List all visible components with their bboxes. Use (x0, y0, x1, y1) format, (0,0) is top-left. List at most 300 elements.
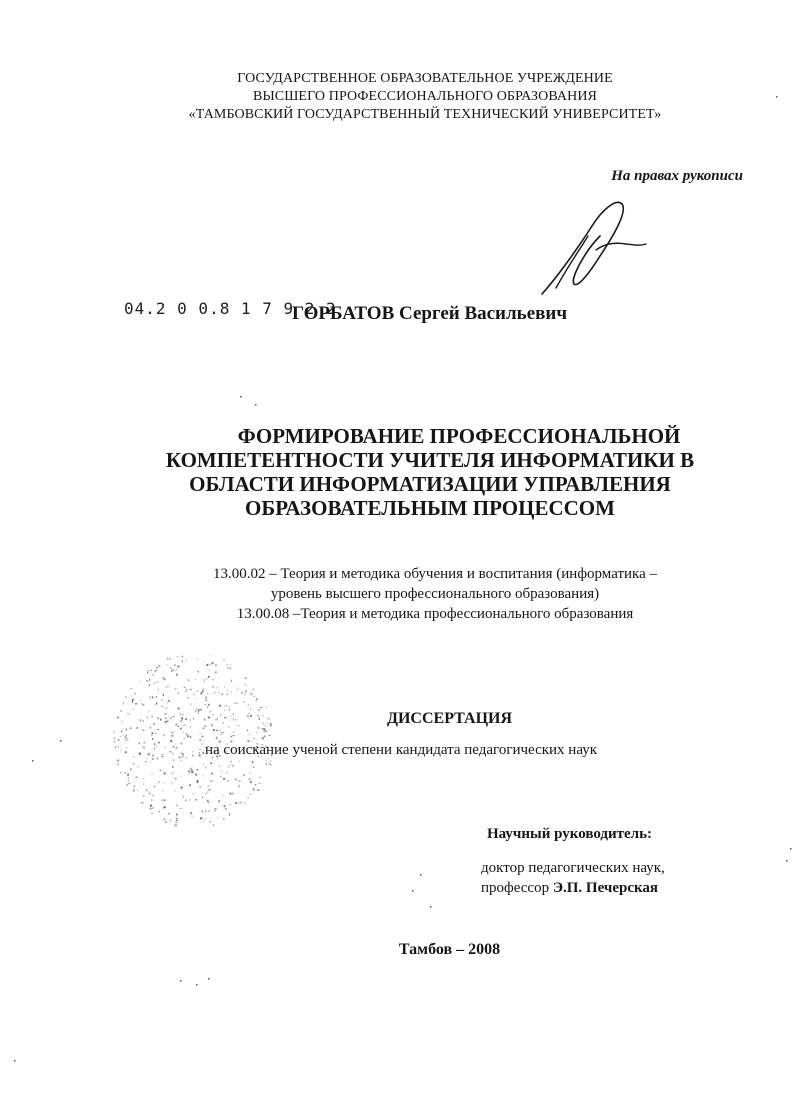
speckle-dot (126, 735, 127, 737)
institution-line-2: ВЫСШЕГО ПРОФЕССИОНАЛЬНОГО ОБРАЗОВАНИЯ (253, 89, 597, 104)
speckle-dot (167, 658, 169, 660)
speckle-dot (127, 774, 129, 776)
speckle-dot (195, 679, 196, 680)
speckle-dot (202, 752, 204, 754)
speckle-dot (227, 665, 228, 666)
speckle-dot (124, 772, 126, 773)
speckle-dot (132, 699, 134, 701)
speckle-dot (203, 681, 205, 682)
speckle-dot (209, 821, 211, 822)
speckle-dot (186, 733, 188, 735)
speckle-dot (171, 670, 172, 672)
speckle-dot (170, 740, 172, 742)
speckle-dot (227, 780, 229, 781)
speckle-dot (209, 789, 211, 790)
speckle-dot (219, 705, 221, 707)
speckle-dot (121, 731, 123, 733)
speckle-dot (157, 681, 159, 683)
noise-dot (420, 874, 422, 876)
speckle-dot (151, 735, 153, 736)
speckle-dot (155, 670, 157, 671)
noise-dot (240, 396, 242, 398)
speckle-dot (126, 784, 128, 786)
speckle-dot (268, 763, 270, 764)
speckle-dot (216, 737, 217, 739)
speckle-dot (134, 693, 135, 695)
speckle-dot (199, 786, 201, 788)
speckle-dot (182, 660, 183, 662)
speckle-dot (238, 781, 239, 782)
speckle-dot (154, 671, 155, 673)
speckle-dot (118, 739, 120, 740)
speckle-dot (157, 758, 158, 759)
institution-line-3: «ТАМБОВСКИЙ ГОСУДАРСТВЕННЫЙ ТЕХНИЧЕСКИЙ УНИВЕРСИТЕТ» (188, 107, 662, 122)
speckle-dot (244, 693, 246, 695)
speckle-dot (256, 698, 258, 700)
speckle-dot (205, 819, 206, 820)
speckle-dot (229, 706, 230, 708)
speckle-dot (209, 655, 210, 656)
speckle-dot (197, 698, 198, 699)
speckle-dot (177, 669, 178, 670)
speckle-dot (231, 680, 232, 682)
speckle-dot (182, 656, 184, 658)
speckle-dot (266, 731, 268, 732)
speckle-dot (152, 732, 154, 734)
speckle-dot (149, 793, 150, 795)
library-stamp-speckle (108, 645, 278, 835)
speckle-dot (200, 693, 202, 695)
speckle-dot (128, 780, 129, 782)
speckle-dot (146, 758, 147, 759)
specialty-line-3: 13.00.08 –Теория и методика профессионального образования (236, 606, 634, 622)
noise-dot (430, 906, 432, 908)
speckle-dot (230, 668, 232, 670)
speckle-dot (269, 735, 271, 736)
speckle-dot (157, 747, 159, 748)
speckle-dot (173, 746, 175, 748)
speckle-dot (143, 747, 145, 749)
speckle-dot (150, 808, 152, 810)
speckle-dot (207, 693, 209, 695)
speckle-dot (247, 797, 248, 798)
institution-header (120, 70, 730, 124)
speckle-dot (227, 667, 228, 669)
speckle-dot (173, 669, 175, 670)
speckle-dot (212, 679, 214, 681)
speckle-dot (230, 692, 232, 693)
speckle-dot (249, 779, 251, 780)
speckle-dot (150, 697, 151, 699)
dissertation-title (110, 424, 750, 520)
noise-dot (255, 404, 257, 406)
speckle-dot (212, 686, 214, 688)
speckle-dot (213, 729, 215, 731)
speckle-dot (263, 728, 265, 730)
speckle-dot (162, 800, 163, 802)
speckle-dot (114, 731, 115, 733)
speckle-dot (249, 773, 250, 774)
speckle-dot (175, 747, 177, 748)
speckle-dot (197, 781, 198, 783)
speckle-dot (158, 782, 160, 783)
noise-dot (60, 740, 62, 742)
speckle-dot (202, 797, 203, 798)
speckle-dot (188, 773, 189, 775)
speckle-dot (214, 732, 215, 733)
speckle-dot (162, 790, 164, 791)
specialty-codes (90, 564, 780, 624)
speckle-dot (201, 744, 203, 745)
speckle-dot (145, 761, 146, 762)
speckle-dot (232, 793, 234, 795)
speckle-dot (192, 755, 194, 757)
speckle-dot (190, 812, 192, 814)
speckle-dot (225, 808, 226, 810)
supervisor-degree: доктор педагогических наук, (481, 860, 665, 876)
speckle-dot (218, 800, 220, 802)
noise-dot (412, 890, 414, 892)
noise-dot (180, 980, 182, 982)
speckle-dot (257, 789, 259, 791)
speckle-dot (126, 738, 128, 739)
speckle-dot (253, 738, 255, 739)
speckle-dot (224, 705, 226, 707)
speckle-dot (141, 699, 142, 700)
speckle-dot (150, 670, 152, 671)
speckle-dot (202, 736, 204, 738)
speckle-dot (199, 749, 201, 750)
speckle-dot (209, 664, 211, 666)
speckle-dot (165, 707, 167, 709)
speckle-dot (156, 696, 157, 697)
title-line-1: ФОРМИРОВАНИЕ ПРОФЕССИОНАЛЬНОЙ (237, 424, 681, 448)
degree-description: на соискание ученой степени кандидата педагогических наук (205, 742, 598, 758)
speckle-dot (255, 701, 257, 702)
author-signature (530, 196, 650, 306)
speckle-dot (235, 802, 237, 804)
speckle-dot (235, 779, 237, 780)
speckle-dot (147, 670, 149, 671)
speckle-dot (155, 733, 156, 734)
speckle-dot (165, 806, 166, 808)
speckle-dot (203, 821, 204, 822)
speckle-dot (243, 702, 245, 703)
speckle-dot (139, 681, 140, 682)
noise-dot (776, 96, 778, 98)
speckle-dot (190, 737, 192, 738)
speckle-dot (229, 814, 230, 816)
speckle-dot (211, 773, 213, 775)
speckle-dot (245, 685, 247, 686)
speckle-dot (250, 693, 252, 695)
speckle-dot (203, 763, 204, 765)
speckle-dot (266, 760, 267, 762)
speckle-dot (231, 736, 232, 738)
speckle-dot (123, 703, 124, 705)
speckle-dot (195, 799, 197, 800)
speckle-dot (185, 800, 187, 802)
speckle-dot (180, 743, 182, 745)
speckle-dot (165, 686, 167, 687)
speckle-dot (125, 737, 126, 739)
speckle-dot (262, 737, 264, 739)
speckle-dot (254, 696, 256, 697)
speckle-dot (156, 703, 157, 705)
speckle-dot (164, 747, 166, 748)
speckle-dot (154, 748, 155, 750)
speckle-dot (176, 674, 178, 676)
speckle-dot (241, 692, 242, 693)
speckle-dot (170, 820, 171, 822)
speckle-dot (115, 747, 116, 749)
speckle-dot (154, 682, 155, 684)
speckle-dot (270, 764, 272, 766)
speckle-dot (203, 661, 205, 662)
speckle-dot (177, 656, 179, 657)
supervisor-rank: профессор (481, 880, 550, 896)
speckle-dot (178, 666, 180, 668)
speckle-dot (143, 778, 144, 779)
speckle-dot (199, 739, 201, 740)
speckle-dot (133, 789, 134, 791)
speckle-dot (145, 730, 147, 731)
speckle-dot (210, 781, 212, 782)
speckle-dot (117, 764, 119, 765)
speckle-dot (118, 746, 119, 748)
speckle-dot (250, 781, 252, 783)
speckle-dot (175, 822, 177, 824)
speckle-dot (130, 769, 131, 771)
speckle-dot (245, 691, 247, 693)
noise-dot (208, 978, 210, 980)
speckle-dot (125, 740, 126, 741)
speckle-dot (181, 776, 182, 778)
speckle-dot (217, 687, 219, 688)
speckle-dot (223, 778, 225, 780)
speckle-dot (206, 664, 208, 666)
speckle-dot (114, 741, 115, 743)
speckle-dot (160, 770, 162, 771)
speckle-dot (149, 679, 150, 681)
speckle-dot (237, 703, 238, 704)
speckle-dot (199, 733, 200, 735)
speckle-dot (264, 736, 266, 738)
speckle-dot (226, 772, 228, 773)
speckle-dot (172, 766, 173, 768)
speckle-dot (117, 760, 119, 762)
speckle-dot (184, 687, 186, 688)
speckle-dot (168, 813, 170, 815)
speckle-dot (205, 810, 207, 812)
speckle-dot (122, 735, 123, 736)
speckle-dot (214, 810, 216, 812)
speckle-dot (191, 771, 193, 773)
speckle-dot (207, 707, 208, 708)
speckle-dot (133, 763, 134, 765)
speckle-dot (226, 705, 227, 706)
speckle-dot (259, 777, 261, 779)
speckle-dot (181, 787, 183, 789)
speckle-dot (186, 757, 188, 759)
registration-stamp: 04.2 0 0.8 1 7 9 2 2 (124, 299, 337, 318)
speckle-dot (255, 784, 256, 785)
speckle-dot (211, 662, 213, 664)
speckle-dot (168, 700, 170, 702)
speckle-dot (240, 802, 242, 803)
speckle-dot (150, 805, 152, 807)
speckle-dot (200, 817, 202, 819)
speckle-dot (223, 818, 225, 819)
speckle-dot (175, 670, 176, 671)
speckle-dot (146, 789, 147, 791)
speckle-dot (239, 761, 240, 762)
speckle-dot (165, 822, 167, 823)
speckle-dot (167, 686, 169, 687)
speckle-dot (126, 729, 128, 731)
speckle-dot (268, 762, 269, 763)
speckle-dot (195, 773, 196, 775)
speckle-dot (193, 694, 195, 696)
speckle-dot (172, 783, 173, 784)
speckle-dot (127, 740, 129, 741)
speckle-dot (143, 795, 145, 797)
speckle-dot (222, 732, 224, 733)
speckle-dot (176, 818, 178, 820)
speckle-dot (171, 782, 172, 784)
speckle-dot (125, 751, 127, 753)
speckle-dot (206, 793, 208, 794)
speckle-dot (143, 783, 144, 785)
speckle-dot (146, 680, 148, 682)
speckle-dot (147, 792, 149, 793)
speckle-dot (133, 785, 135, 787)
speckle-dot (157, 667, 158, 669)
speckle-dot (223, 659, 224, 661)
speckle-dot (187, 735, 189, 737)
speckle-dot (153, 755, 154, 757)
speckle-dot (202, 690, 204, 692)
speckle-dot (182, 753, 184, 755)
speckle-dot (203, 775, 204, 776)
speckle-dot (208, 810, 209, 811)
speckle-dot (215, 664, 216, 666)
speckle-dot (206, 697, 207, 699)
speckle-dot (239, 803, 240, 804)
speckle-dot (229, 764, 231, 766)
speckle-dot (152, 795, 154, 796)
speckle-dot (176, 805, 178, 806)
speckle-dot (173, 732, 174, 734)
speckle-dot (143, 704, 144, 705)
speckle-dot (169, 658, 171, 659)
speckle-dot (192, 751, 193, 752)
speckle-dot (180, 728, 182, 730)
speckle-dot (135, 703, 137, 704)
speckle-dot (232, 765, 233, 767)
speckle-dot (192, 815, 193, 817)
speckle-dot (131, 696, 132, 697)
speckle-dot (203, 689, 205, 690)
speckle-dot (133, 756, 134, 757)
speckle-dot (207, 786, 209, 787)
speckle-dot (183, 796, 184, 798)
speckle-dot (164, 800, 166, 801)
speckle-dot (264, 731, 266, 732)
speckle-dot (248, 704, 249, 706)
noise-dot (786, 860, 788, 862)
speckle-dot (216, 730, 218, 732)
speckle-dot (261, 707, 263, 708)
speckle-dot (187, 697, 189, 698)
speckle-dot (152, 674, 154, 675)
speckle-dot (164, 772, 166, 774)
speckle-dot (205, 704, 206, 705)
speckle-dot (207, 678, 208, 680)
speckle-dot (180, 760, 182, 761)
speckle-dot (235, 686, 236, 687)
speckle-dot (199, 755, 201, 757)
speckle-dot (230, 761, 232, 762)
speckle-dot (253, 788, 255, 790)
speckle-dot (233, 735, 235, 736)
speckle-dot (152, 696, 153, 698)
speckle-dot (230, 804, 231, 805)
speckle-dot (196, 769, 198, 770)
manuscript-rights-note: На правах рукописи (611, 168, 743, 184)
speckle-dot (219, 766, 220, 767)
speckle-dot (190, 704, 191, 705)
speckle-dot (172, 752, 174, 753)
speckle-dot (199, 752, 200, 754)
speckle-dot (213, 693, 214, 695)
speckle-dot (123, 728, 125, 729)
speckle-dot (193, 793, 194, 794)
speckle-dot (180, 753, 182, 754)
speckle-dot (196, 658, 197, 660)
speckle-dot (158, 689, 159, 691)
speckle-dot (213, 824, 214, 826)
speckle-dot (217, 817, 218, 818)
speckle-dot (176, 820, 177, 821)
speckle-dot (170, 667, 172, 669)
speckle-dot (188, 679, 190, 680)
speckle-dot (209, 670, 210, 672)
speckle-dot (218, 692, 220, 693)
speckle-dot (174, 665, 176, 666)
speckle-dot (185, 690, 186, 692)
speckle-dot (245, 678, 247, 679)
speckle-dot (186, 689, 187, 690)
speckle-dot (120, 736, 122, 737)
speckle-dot (181, 757, 183, 758)
noise-dot (196, 984, 198, 986)
speckle-dot (158, 665, 160, 666)
supervisor-rank-name (481, 880, 658, 897)
speckle-dot (152, 813, 153, 814)
speckle-dot (252, 761, 253, 763)
speckle-dot (166, 664, 167, 666)
speckle-dot (163, 819, 165, 821)
speckle-dot (205, 767, 207, 768)
speckle-dot (164, 679, 166, 681)
speckle-dot (223, 795, 224, 796)
speckle-dot (266, 763, 267, 765)
speckle-dot (161, 756, 163, 757)
speckle-dot (130, 688, 132, 690)
speckle-dot (237, 688, 238, 690)
specialty-line-2: уровень высшего профессионального образования) (270, 586, 600, 602)
